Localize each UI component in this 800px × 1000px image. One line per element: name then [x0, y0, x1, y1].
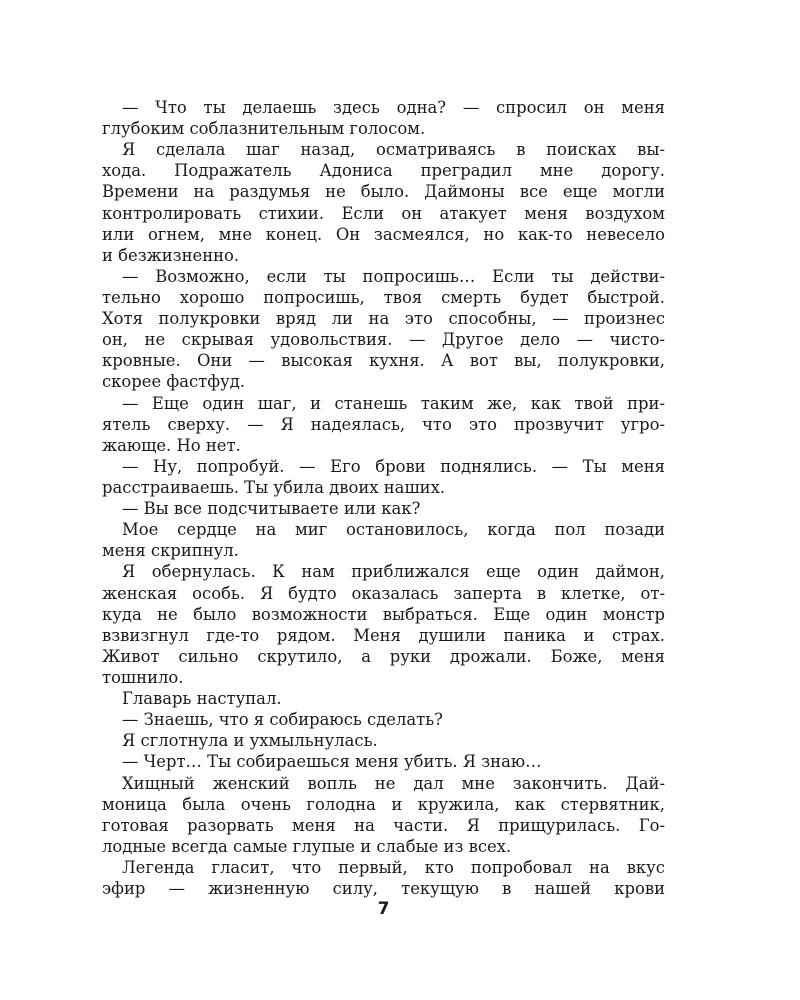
text-line: Мое сердце на миг остановилось, когда пол позади: [122, 520, 665, 540]
text-line: Времени на раздумья не было. Даймоны все еще могли: [102, 182, 665, 202]
text-line: — Возможно, если ты попросишь… Если ты действи-: [122, 266, 665, 286]
text-line: — Еще один шаг, и станешь таким же, как твой при-: [122, 393, 665, 413]
text-line: Живот сильно скрутило, а руки дрожали. Боже, меня: [102, 646, 665, 666]
text-line: и безжизненно.: [102, 245, 240, 265]
text-line: взвизгнул где-то рядом. Меня душили паника и страх.: [102, 625, 665, 645]
text-line: или огнем, мне конец. Он засмеялся, но как-то невесело: [102, 224, 665, 244]
text-line: меня скрипнул.: [102, 541, 239, 561]
text-line: Легенда гласит, что первый, кто попробовал на вкус: [122, 857, 665, 877]
text-line: готовая разорвать меня на части. Я прищурилась. Го-: [102, 815, 665, 835]
text-line: Я обернулась. К нам приближался еще один даймон,: [122, 562, 665, 582]
text-line: женская особь. Я будто оказалась заперта в клетке, от-: [102, 583, 665, 603]
text-line: Я сглотнула и ухмыльнулась.: [122, 731, 378, 751]
text-line: эфир — жизненную силу, текущую в нашей крови: [102, 879, 665, 899]
text-line: тельно хорошо попросишь, твоя смерть будет быстрой.: [102, 287, 665, 307]
text-line: — Ну, попробуй. — Его брови поднялись. — Ты меня: [122, 456, 665, 476]
page-number: 7: [377, 899, 390, 919]
text-line: Главарь наступал.: [122, 689, 282, 709]
body-text: [102, 97, 665, 899]
text-line: расстраиваешь. Ты убила двоих наших.: [102, 477, 446, 497]
text-line: Хотя полукровки вряд ли на это способны, — произнес: [102, 309, 665, 329]
text-line: кровные. Они — высокая кухня. А вот вы, полукровки,: [102, 351, 665, 371]
text-line: хода. Подражатель Адониса преградил мне дорогу.: [102, 161, 665, 181]
text-line: лодные всегда самые глупые и слабые из всех.: [102, 836, 512, 856]
text-line: ятель сверху. — Я надеялась, что это прозвучит угро-: [102, 414, 665, 434]
text-line: тошнило.: [102, 667, 184, 687]
text-line: — Вы все подсчитываете или как?: [122, 499, 421, 519]
text-line: жающе. Но нет.: [102, 435, 241, 455]
text-line: Я сделала шаг назад, осматриваясь в поисках вы-: [122, 140, 665, 160]
text-line: — Что ты делаешь здесь одна? — спросил он меня: [122, 98, 665, 117]
text-line: куда не было возможности выбраться. Еще один монстр: [102, 604, 665, 624]
text-line: он, не скрывая удовольствия. — Другое дело — чисто-: [102, 330, 665, 350]
text-line: Хищный женский вопль не дал мне закончить. Дай-: [122, 773, 665, 793]
text-line: контролировать стихии. Если он атакует меня воздухом: [102, 203, 665, 223]
text-line: моница была очень голодна и кружила, как стервятник,: [102, 794, 665, 814]
text-line: глубоким соблазнительным голосом.: [102, 119, 426, 139]
text-line: — Черт… Ты собираешься меня убить. Я знаю…: [122, 752, 542, 772]
text-line: — Знаешь, что я собираюсь сделать?: [122, 710, 443, 730]
text-line: скорее фастфуд.: [102, 372, 246, 392]
